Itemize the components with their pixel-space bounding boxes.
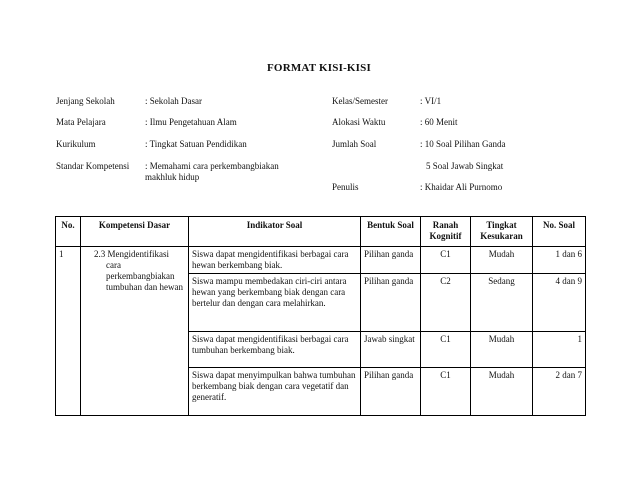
cell-indikator: Siswa dapat mengidentifikasi berbagai cara tumbuhan berkembang biak. xyxy=(189,332,361,368)
alokasi-value: : 60 Menit xyxy=(420,117,458,127)
cell-ranah: C1 xyxy=(421,332,471,368)
header-ranah: Ranah Kognitif xyxy=(421,217,471,247)
cell-tingkat: Mudah xyxy=(471,368,533,416)
cell-tingkat: Mudah xyxy=(471,247,533,274)
jumlah-value: : 10 Soal Pilihan Ganda xyxy=(420,139,506,149)
penulis-value: : Khaidar Ali Purnomo xyxy=(420,182,503,192)
header-no: No. xyxy=(56,217,81,247)
mapel-label: Mata Pelajara xyxy=(56,117,106,127)
jumlah-label: Jumlah Soal xyxy=(332,139,377,149)
table-header-row xyxy=(56,217,586,247)
cell-ranah: C1 xyxy=(421,247,471,274)
jenjang-label: Jenjang Sekolah xyxy=(56,96,115,106)
cell-bentuk: Jawab singkat xyxy=(361,332,421,368)
cell-nosoal: 1 xyxy=(533,332,586,368)
cell-indikator: Siswa dapat menyimpulkan bahwa tumbuhan berkembang biak dengan cara vegetatif dan generatif. xyxy=(189,368,361,416)
header-nosoal: No. Soal xyxy=(533,217,586,247)
mapel-value: : Ilmu Pengetahuan Alam xyxy=(145,117,237,127)
jenjang-value: : Sekolah Dasar xyxy=(145,96,202,106)
page-title: FORMAT KISI-KISI xyxy=(267,62,371,74)
cell-nosoal: 2 dan 7 xyxy=(533,368,586,416)
header-tingkat: Tingkat Kesukaran xyxy=(471,217,533,247)
header-bentuk: Bentuk Soal xyxy=(361,217,421,247)
header-indikator: Indikator Soal xyxy=(189,217,361,247)
cell-bentuk: Pilihan ganda xyxy=(361,368,421,416)
penulis-label: Penulis xyxy=(332,182,359,192)
jumlah-value-2: 5 Soal Jawab Singkat xyxy=(426,161,504,171)
kurikulum-label: Kurikulum xyxy=(56,139,96,149)
alokasi-label: Alokasi Waktu xyxy=(332,117,386,127)
kompetensi-text: 2.3 Mengidentifikasi cara perkembangbiakan tumbuhan dan hewan xyxy=(94,249,183,292)
kurikulum-value: : Tingkat Satuan Pendidikan xyxy=(145,139,247,149)
standar-label: Standar Kompetensi xyxy=(56,161,130,171)
cell-nosoal: 4 dan 9 xyxy=(533,274,586,332)
cell-kompetensi xyxy=(81,247,189,416)
kelas-value: : VI/1 xyxy=(420,96,442,106)
kelas-label: Kelas/Semester xyxy=(332,96,388,106)
cell-bentuk: Pilihan ganda xyxy=(361,247,421,274)
cell-ranah: C2 xyxy=(421,274,471,332)
standar-value: : Memahami cara perkembangbiakan makhluk hidup xyxy=(145,161,279,182)
header-kompetensi: Kompetensi Dasar xyxy=(81,217,189,247)
kisi-kisi-table xyxy=(55,216,586,416)
cell-indikator: Siswa dapat mengidentifikasi berbagai cara hewan berkembang biak. xyxy=(189,247,361,274)
cell-bentuk: Pilihan ganda xyxy=(361,274,421,332)
cell-no: 1 xyxy=(56,247,81,416)
cell-ranah: C1 xyxy=(421,368,471,416)
cell-tingkat: Sedang xyxy=(471,274,533,332)
cell-tingkat: Mudah xyxy=(471,332,533,368)
table-row xyxy=(56,247,586,274)
cell-indikator: Siswa mampu membedakan ciri-ciri antara hewan yang berkembang biak dengan cara bertelur dan dengan cara melahirkan. xyxy=(189,274,361,332)
cell-nosoal: 1 dan 6 xyxy=(533,247,586,274)
